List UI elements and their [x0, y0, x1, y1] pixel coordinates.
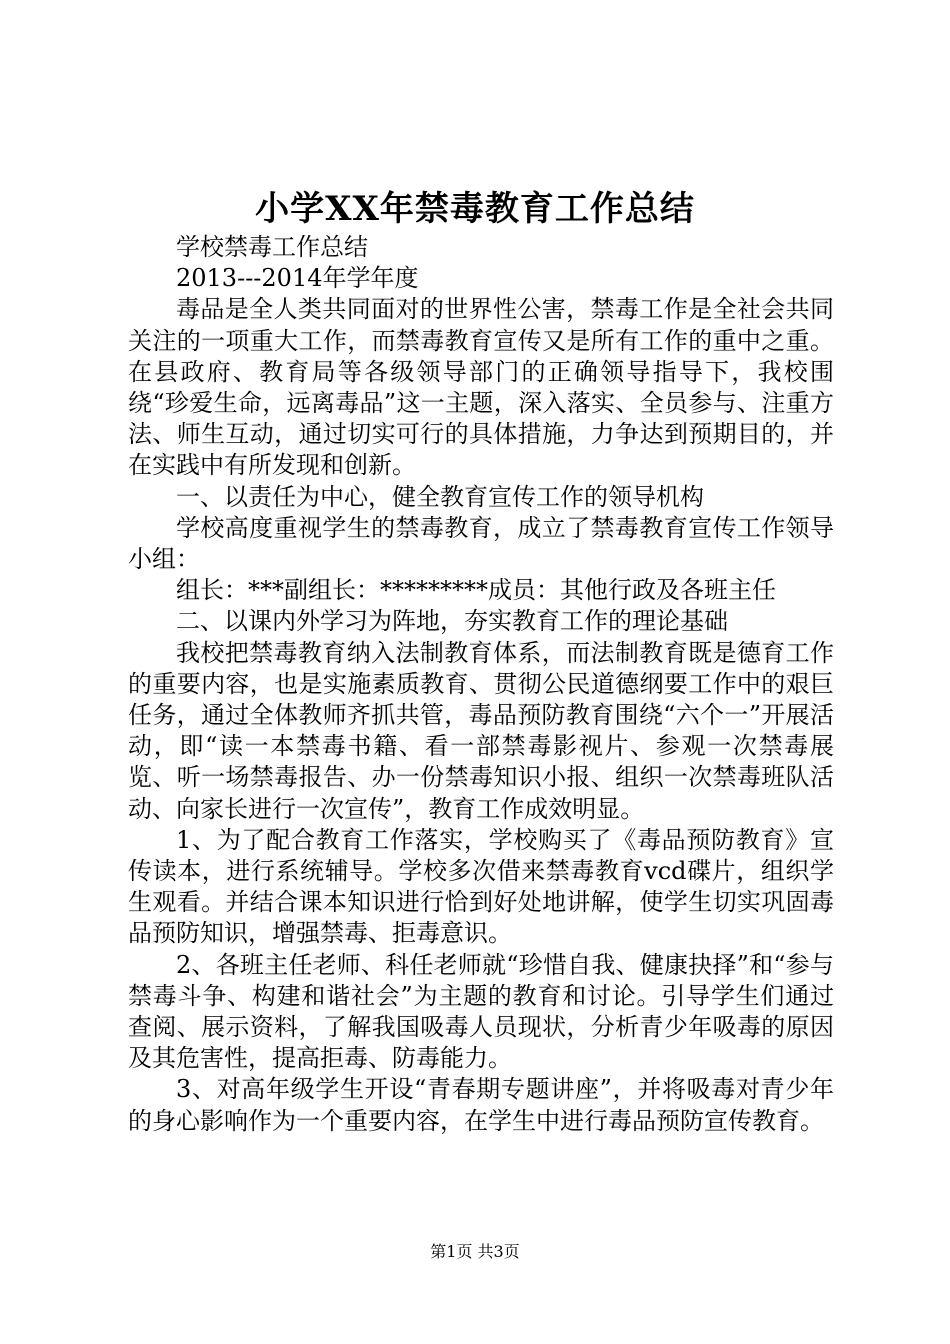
paragraph-leadership-group: 学校高度重视学生的禁毒教育，成立了禁毒教育宣传工作领导小组：	[128, 513, 834, 574]
document-body	[128, 232, 834, 1137]
paragraph-item-2: 2、各班主任老师、科任老师就“珍惜自我、健康抉择”和“参与禁毒斗争、构建和谐社会”为主题的教育和讨论。引导学生们通过查阅、展示资料，了解我国吸毒人员现状，分析青少年吸毒的原因及其危害性，提高拒毒、防毒能力。	[128, 950, 834, 1073]
paragraph-group-members: 组长：***副组长：*********成员：其他行政及各班主任	[176, 576, 776, 605]
page-number-footer: 第1页 共3页	[430, 1242, 520, 1261]
document-title: 小学XX年禁毒教育工作总结	[255, 189, 695, 229]
paragraph-intro: 毒品是全人类共同面对的世界性公害，禁毒工作是全社会共同关注的一项重大工作，而禁毒教育宣传又是所有工作的重中之重。在县政府、教育局等各级领导部门的正确领导指导下，我校围绕“珍爱生命，远离毒品”这一主题，深入落实、全员参与、注重方法、师生互动，通过切实可行的具体措施，力争达到预期目的，并在实践中有所发现和创新。	[128, 295, 834, 480]
paragraph-subtitle: 学校禁毒工作总结	[176, 233, 368, 261]
paragraph-item-1: 1、为了配合教育工作落实，学校购买了《毒品预防教育》宣传读本，进行系统辅导。学校多次借来禁毒教育vcd碟片，组织学生观看。并结合课本知识进行恰到好处地讲解，使学生切实巩固毒品预防知识，增强禁毒、拒毒意识。	[128, 825, 834, 948]
section-heading-1: 一、以责任为中心，健全教育宣传工作的领导机构	[176, 482, 704, 511]
paragraph-legal-education: 我校把禁毒教育纳入法制教育体系，而法制教育既是德育工作的重要内容，也是实施素质教育、贯彻公民道德纲要工作中的艰巨任务，通过全体教师齐抓共管，毒品预防教育围绕“六个一”开展活动，即“读一本禁毒书籍、看一部禁毒影视片、参观一次禁毒展览、听一场禁毒报告、办一份禁毒知识小报、组织一次禁毒班队活动、向家长进行一次宣传”，教育工作成效明显。	[128, 638, 834, 823]
paragraph-school-year: 2013---2014年学年度	[176, 264, 419, 293]
paragraph-item-3: 3、对高年级学生开设“青春期专题讲座”，并将吸毒对青少年的身心影响作为一个重要内容，在学生中进行毒品预防宣传教育。	[128, 1075, 834, 1135]
section-heading-2: 二、以课内外学习为阵地，夯实教育工作的理论基础	[176, 607, 728, 636]
